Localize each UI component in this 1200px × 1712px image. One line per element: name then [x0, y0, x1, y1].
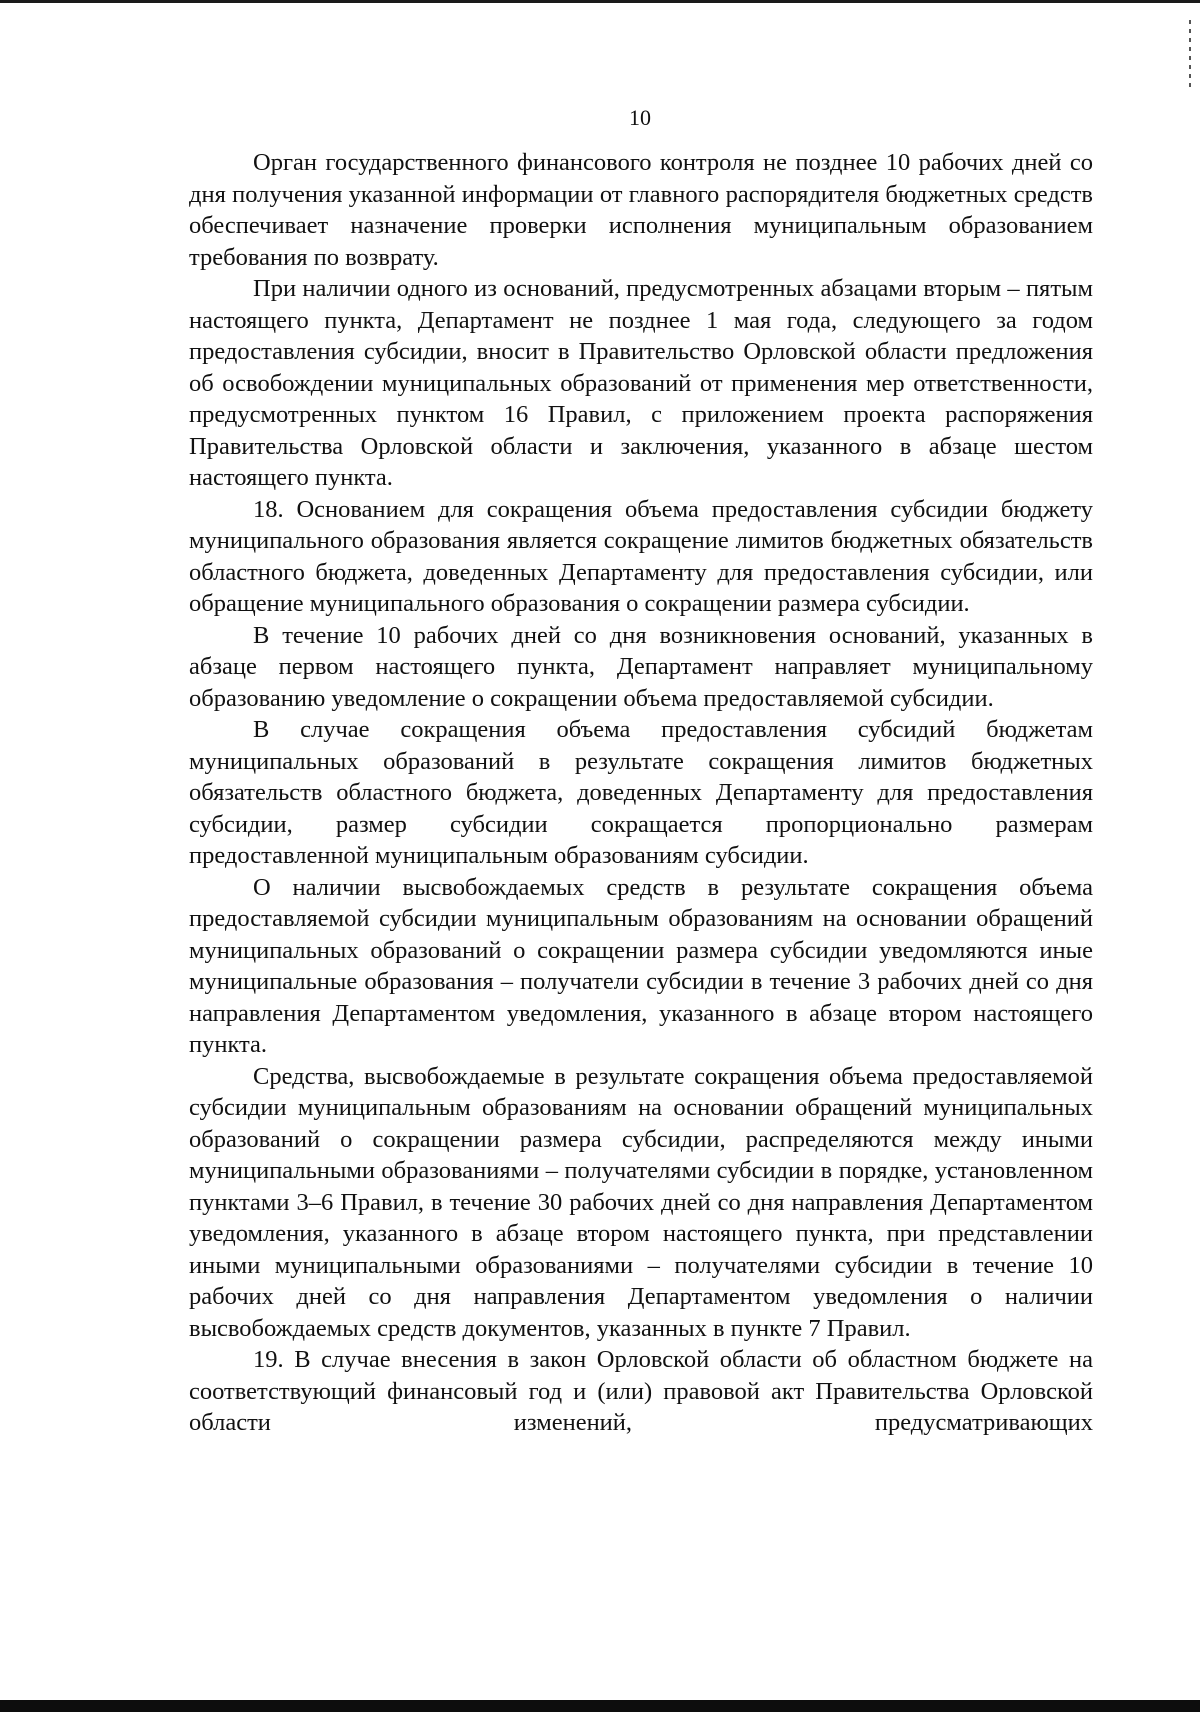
scan-border-bottom — [0, 1700, 1200, 1712]
scan-border-top — [0, 0, 1200, 3]
paragraph-released-funds-distribution: Средства, высвобождаемые в результате сокращения объема предоставляемой субсидии муниципальным образованиям на основании обращений муниципальных образований о сокращении размера субсидии, распределяются между иными муниципальными образованиями – получателями субсидии в порядке, установленном пунктами 3–6 Правил, в течение 30 рабочих дней со дня направления Департаментом уведомления, указанного в абзаце втором настоящего пункта, при представлении иными муниципальными образованиями – получателями субсидии в течение 10 рабочих дней со дня направления Департаментом уведомления о наличии высвобождаемых средств документов, указанных в пункте 7 Правил. — [189, 1062, 1093, 1342]
paragraph-item-19-budget-changes: 19. В случае внесения в закон Орловской области об областном бюджете на соответствующий финансовый год и (или) правовой акт Правительства Орловской области изменений, предусматривающих — [189, 1346, 1093, 1436]
paragraph-reduction-notice: В течение 10 рабочих дней со дня возникновения оснований, указанных в абзаце первом настоящего пункта, Департамент направляет муниципальному образованию уведомление о сокращении объема предоставляемой субсидии. — [189, 621, 1093, 712]
paragraph-control-body-deadline: Орган государственного финансового контроля не позднее 10 рабочих дней со дня получения указанной информации от главного распорядителя бюджетных средств обеспечивает назначение проверки исполнения муниципальным образованием требования по возврату. — [189, 149, 1093, 271]
paragraph-proportional-reduction: В случае сокращения объема предоставления субсидий бюджетам муниципальных образований в результате сокращения лимитов бюджетных обязательств областного бюджета, доведенных Департаменту для предоставления субсидии, размер субсидии сокращается пропорционально размерам предоставленной муниципальным образованиям субсидии. — [189, 716, 1093, 869]
scan-border-right — [1189, 20, 1191, 90]
paragraph-exemption-proposal: При наличии одного из оснований, предусмотренных абзацами вторым – пятым настоящего пункта, Департамент не позднее 1 мая года, следующего за годом предоставления субсидии, вносит в Правительство Орловской области предложения об освобождении муниципальных образований от применения мер ответственности, предусмотренных пунктом 16 Правил, с приложением проекта распоряжения Правительства Орловской области и заключения, указанного в абзаце шестом настоящего пункта. — [189, 275, 1093, 491]
document-body — [189, 147, 1093, 1439]
paragraph-item-18-reduction-grounds: 18. Основанием для сокращения объема предоставления субсидии бюджету муниципального образования является сокращение лимитов бюджетных обязательств областного бюджета, доведенных Департаменту для предоставления субсидии, или обращение муниципального образования о сокращении размера субсидии. — [189, 495, 1093, 617]
page-number: 10 — [629, 105, 651, 130]
paragraph-released-funds-notice: О наличии высвобождаемых средств в результате сокращения объема предоставляемой субсидии муниципальным образованиям на основании обращений муниципальных образований о сокращении размера субсидии уведомляются иные муниципальные образования – получатели субсидии в течение 3 рабочих дней со дня направления Департаментом уведомления, указанного в абзаце втором настоящего пункта. — [189, 873, 1093, 1058]
